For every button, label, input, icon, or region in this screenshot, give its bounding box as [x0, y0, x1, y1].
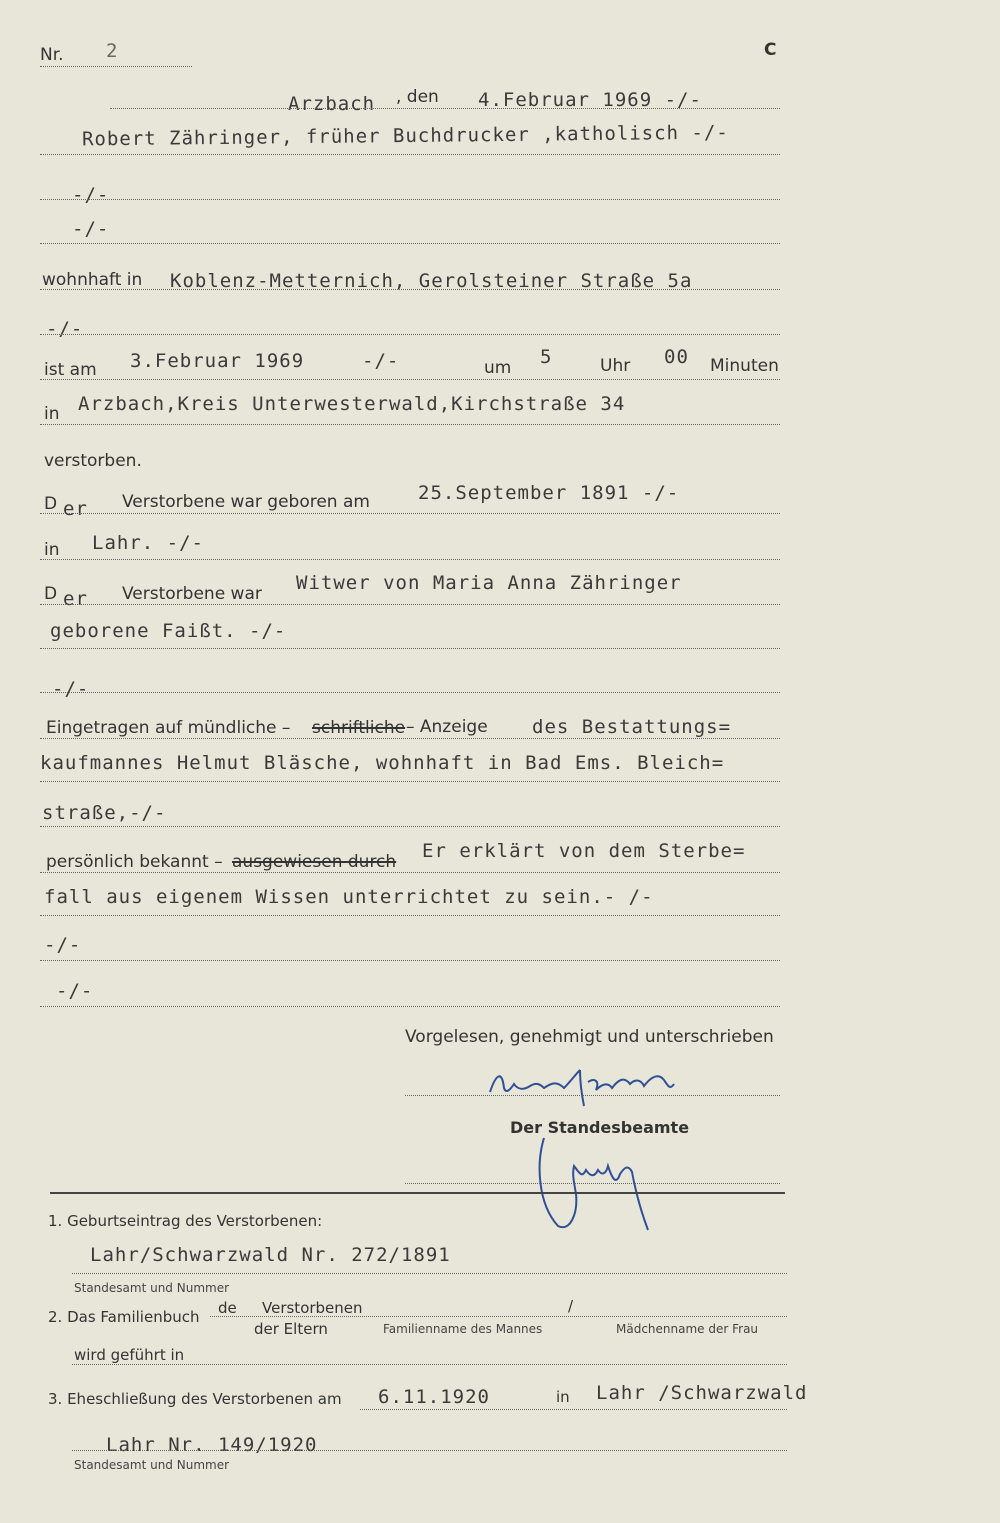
divider: [72, 1273, 787, 1274]
divider: [40, 334, 780, 335]
form-letter: C: [764, 40, 777, 60]
slash: /: [568, 1297, 574, 1315]
residence-label: wohnhaft in: [42, 270, 143, 290]
death-place: Arzbach,Kreis Unterwesterwald,Kirchstraße 34: [78, 393, 626, 415]
registration-date: 4.Februar 1969 -/-: [478, 89, 702, 111]
fill-mark: -/-: [362, 350, 400, 372]
birth-place: Lahr. -/-: [92, 532, 204, 554]
fill-mark: -/-: [44, 934, 82, 956]
informant-signature: [484, 1060, 694, 1108]
divider: [72, 1364, 787, 1365]
divider: [72, 1450, 787, 1451]
divider: [360, 1409, 787, 1410]
divider: [210, 1316, 787, 1317]
registration-label2: – Anzeige: [406, 717, 488, 737]
footer-item2-wird: wird geführt in: [74, 1346, 185, 1364]
divider: [40, 513, 780, 514]
fill-mark: -/-: [52, 678, 90, 700]
divider: [40, 289, 780, 290]
struck-option: ausgewiesen durch: [232, 852, 397, 872]
marital-label: Verstorbene war: [122, 584, 262, 604]
in-label: in: [44, 540, 60, 560]
gender-suffix: er: [63, 498, 88, 520]
marital-value: Witwer von Maria Anna Zähringer: [296, 572, 682, 594]
husband-surname-sublabel: Familienname des Mannes: [383, 1322, 543, 1336]
footer-rule: [50, 1192, 785, 1194]
footer-item2-de: de: [218, 1299, 237, 1317]
informant-line3: straße,-/-: [42, 802, 167, 824]
fill-mark: -/-: [46, 318, 84, 340]
in-label: in: [44, 404, 60, 424]
divider: [40, 154, 780, 155]
divider: [40, 872, 780, 873]
registrar-signature: [528, 1134, 658, 1234]
registration-place: Arzbach: [288, 93, 376, 115]
marriage-record: Lahr Nr. 149/1920: [106, 1434, 318, 1456]
nr-label: Nr.: [40, 45, 64, 65]
divider: [405, 1095, 780, 1096]
struck-option: schriftliche: [312, 718, 406, 738]
footer-item3-in: in: [556, 1388, 570, 1406]
divider: [40, 915, 780, 916]
minuten-label: Minuten: [710, 356, 779, 376]
fill-mark: -/-: [72, 218, 110, 240]
uhr-label: Uhr: [600, 356, 631, 376]
death-minutes: 00: [664, 346, 689, 368]
registry-office-sublabel: Standesamt und Nummer: [74, 1281, 230, 1295]
footer-item2-label: 2. Das Familienbuch: [48, 1308, 200, 1326]
ist-am-label: ist am: [44, 360, 97, 380]
read-approved-label: Vorgelesen, genehmigt und unterschrieben: [405, 1027, 774, 1047]
registration-label: Eingetragen auf mündliche –: [46, 718, 291, 738]
divider: [40, 781, 780, 782]
den-label: , den: [396, 87, 439, 107]
divider: [40, 692, 780, 693]
deceased-name: Robert Zähringer, früher Buchdrucker ,katholisch -/-: [81, 121, 729, 151]
informant-line1: des Bestattungs=: [532, 716, 732, 738]
identity-label: persönlich bekannt –: [46, 852, 223, 872]
footer-item2-verst: Verstorbenen: [262, 1299, 363, 1317]
wife-maiden-name-sublabel: Mädchenname der Frau: [616, 1322, 759, 1336]
footer-item1-label: 1. Geburtseintrag des Verstorbenen:: [48, 1212, 323, 1230]
registrar-label: Der Standesbeamte: [510, 1118, 690, 1137]
divider: [40, 604, 780, 605]
footer-item2-eltern: der Eltern: [254, 1320, 328, 1338]
divider: [405, 1183, 780, 1184]
identity-line1: Er erklärt von dem Sterbe=: [422, 840, 746, 862]
nr-value: 2: [106, 40, 119, 62]
um-label: um: [484, 358, 512, 378]
verstorben-label: verstorben.: [44, 451, 142, 471]
divider: [40, 243, 780, 244]
death-date: 3.Februar 1969: [130, 350, 305, 372]
divider: [40, 199, 780, 200]
divider: [40, 738, 780, 739]
divider: [40, 826, 780, 827]
divider: [40, 1006, 780, 1007]
birth-date: 25.September 1891 -/-: [418, 482, 680, 504]
divider: [110, 108, 780, 109]
identity-line2: fall aus eigenem Wissen unterrichtet zu sein.- /-: [44, 886, 654, 908]
divider: [40, 960, 780, 961]
marriage-date: 6.11.1920: [378, 1386, 490, 1408]
residence-value: Koblenz-Metternich, Gerolsteiner Straße 5a: [170, 270, 693, 292]
fill-mark: -/-: [72, 184, 110, 206]
informant-line2: kaufmannes Helmut Bläsche, wohnhaft in Bad Ems. Bleich=: [40, 752, 725, 774]
divider: [40, 559, 780, 560]
divider: [40, 66, 192, 67]
gender-suffix: er: [63, 588, 88, 610]
d-label: D: [44, 584, 58, 604]
fill-mark: -/-: [56, 980, 94, 1002]
registry-office-sublabel: Standesamt und Nummer: [74, 1458, 230, 1472]
birth-record: Lahr/Schwarzwald Nr. 272/1891: [90, 1244, 451, 1266]
footer-item3-label: 3. Eheschließung des Verstorbenen am: [48, 1390, 342, 1408]
birth-label: Verstorbene war geboren am: [122, 492, 370, 512]
divider: [40, 379, 780, 380]
marriage-place: Lahr /Schwarzwald: [596, 1382, 808, 1404]
d-label: D: [44, 494, 58, 514]
divider: [40, 648, 780, 649]
marital-line2: geborene Faißt. -/-: [50, 620, 287, 642]
death-hour: 5: [540, 346, 553, 368]
divider: [40, 424, 780, 425]
